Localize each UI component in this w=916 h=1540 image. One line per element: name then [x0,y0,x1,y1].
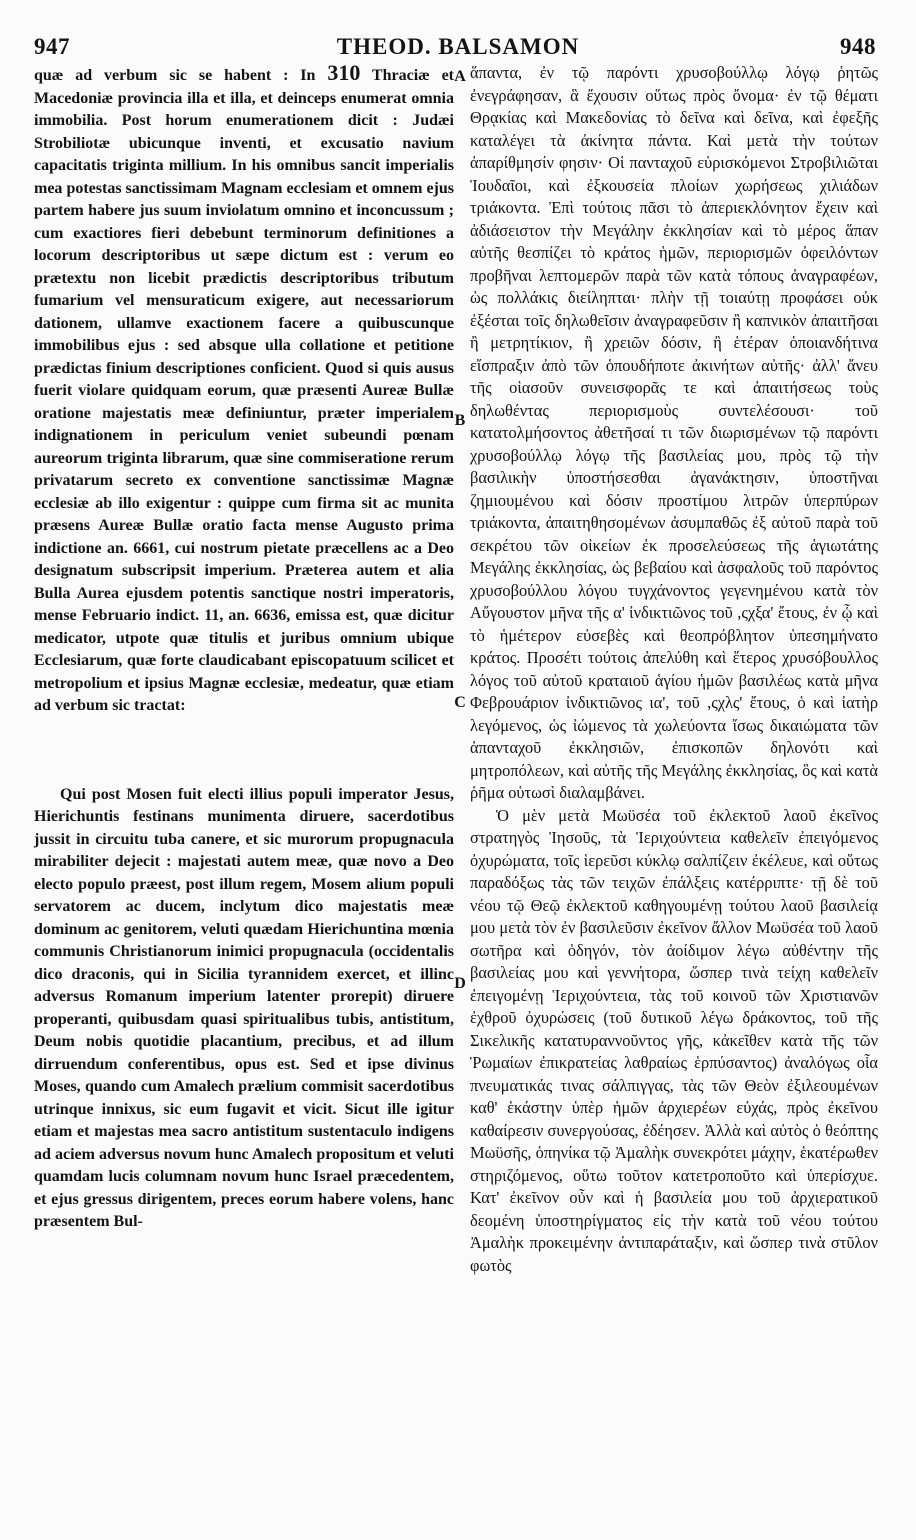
page-header [0,0,916,60]
latin-paragraph-1 [34,62,454,718]
running-title: THEOD. BALSAMON [336,34,580,59]
latin-paragraph-2: Qui post Mosen fuit electi illius populi imperator Jesus, Hierichuntis festinans munimenta diruere, sacerdotibus jussit in circuitu tuba canere, et sic murorum propugnacula mirabiliter dejecit : majestati autem meæ, quæ novo a Deo electo populo præest, post illum regem, Mosem alium populi servatorem ac ducem, inclytum dico majestatis meæ dominum ac genitorem, veluti quædam Hierichuntina mœnia communis Christianorum inimici propugnacula (occidentalis dico draconis, qui in Sicilia tyrannidem exercet, et illinc adversus Romanum imperium latenter prorepit) diruere properanti, quibusdam quasi spiritualibus tubis, antistitum, Deum nobis quotidie placantium, precibus, et ad illum dirruendum conferentibus, opus est. Sed et ipse divinus Moses, quando cum Amalech prælium commisit sacerdotibus utrinque innixus, sic eum fugavit et vicit. Sicut ille igitur etiam et majestas mea sacro antistitum sustentaculo indigens ad aciem adversus novum hunc Amalech propositum et veluti quamdam lucis columnam novum hunc Israel præcedentem, et ejus gressus dirigentem, preces eorum habere volens, hanc præsentem Bul- [34,785,454,1230]
page-number-right: 948 [840,34,876,59]
greek-column [470,62,878,1277]
section-gap [34,718,454,784]
margin-marker-d: D [454,975,466,992]
greek-paragraph-1: ἅπαντα, ἐν τῷ παρόντι χρυσοβούλλῳ λόγῳ ῥητῶς ἐνεγράφησαν, ἃ ἔχουσιν οὕτως πρὸς ὄνομα· ἐν τῷ θέματι Θρᾳκίας καὶ Μακεδονίας τὸ δεῖνα καὶ δεῖνα, καὶ ἐφεξῆς καταλέγει τὰ ἀκίνητα πάντα. Καὶ μετὰ τὴν τούτων ἀπαρίθμησίν φησιν· Οἱ πανταχοῦ εὑρισκόμενοι Στροβιλιῶται Ἰουδαῖοι, καὶ ἐξκουσεία πλοίων χωρήσεως χιλιάδων τριάκοντα. Ἐπὶ τούτοις πᾶσι τὸ ἀπεριεκλόνητον ἔχειν καὶ ἀδιάσειστον τὴν Μεγάλην ἐκκλησίαν καὶ τὸ μέρος ἅπαν αὐτῆς θεσπίζει τὸ κράτος ἡμῶν, περιορισμῶν ὀφειλόντων προβῆναι λεπτομερῶν παρὰ τῶν κατὰ τόπους ἀναγραφέων, ὡς πολλάκις διείληπται· πλὴν τῇ τοιαύτῃ προφάσει οὐκ ἐξέσται τοῖς δηλωθεῖσιν ἀναγραφεῦσιν ἢ καπνικὸν ἀπαιτῆσαι ἢ μετρητίκιον, ἢ χρειῶν δόσιν, ἢ ἑτέραν ὁποιανδήτινα εἴσπραξιν ἀπὸ τῶν ὁπουδήποτε ἀκινήτων αὐτῆς· ἀλλ' ἄνευ τῆς οἱασοῦν συνεισφορᾶς τε καὶ ἀπαιτήσεως τοὺς δηλωθέντας περιορισμοὺς συντελέσουσι· τοῦ κατατολμήσοντος ἀθετῆσαί τι τῶν διωρισμένων τῷ παρόντι χρυσοβούλλῳ λόγῳ τῆς βασιλείας μου, πρὸς τῷ τὴν βασιλικὴν ὑποστήσεσθαι ἀγανάκτησιν, ὑποστῆναι ζημιουμένου καὶ δόσιν προστίμου λιτρῶν ὑπερπύρων τριάκοντα, ἀπαιτηθησομένων ἀσυμπαθῶς ἐξ αὐτοῦ παρὰ τοῦ σεκρέτου τῶν οἰκείων ἐκ προσελεύσεως τῆς ἁγιωτάτης Μεγάλης ἐκκλησίας, ὡς βεβαίου καὶ ἀσφαλοῦς τοῦ παρόντος χρυσοβούλλου λόγου τυγχάνοντος γεγενημένου κατὰ τὸν Αὔγουστον μῆνα τῆς α' ἰνδικτιῶνος τοῦ ,ςχξα' ἔτους, ἐν ᾧ καὶ τὸ ἡμέτερον εὐσεβὲς καὶ θεοπρόβλητον ὑπεσημήνατο κράτος. Προσέτι τούτοις ἀπελύθη καὶ ἕτερος χρυσόβουλλος λόγος τοῦ αὐτοῦ κραταιοῦ ἁγίου ἡμῶν βασιλέως κατὰ μῆνα Φεβρουάριον ἰνδικτιῶνος ια', τοῦ ,ςχλς' ἔτους, ὁ καὶ ἰατὴρ λεγόμενος, ὡς ἰώμενος τὰ χωλεύοντα ἴσως δικαιώματα τῶν ἁπανταχοῦ ἐκκλησιῶν, ἐπισκοπῶν δηλονότι καὶ μητροπόλεων, καὶ αὐτῆς τῆς Μεγάλης ἐκκλησίας, ὃς καὶ κατὰ ῥῆμα οὑτωσὶ διαλαμβάνει. [470,63,878,802]
latin-paragraph-1-start: quæ ad verbum sic se habent : In [34,67,316,84]
greek-paragraph-2: Ὁ μὲν μετὰ Μωϋσέα τοῦ ἐκλεκτοῦ λαοῦ ἐκεῖνος στρατηγὸς Ἰησοῦς, τὰ Ἱεριχούντεια καθελεῖν ἐπειγόμενος ὀχυρώματα, τοῖς ἱερεῦσι κύκλῳ σαλπίζειν ἐκέλευε, καὶ οὕτως παραδόξως τὰς τῶν τειχῶν ἐπάλξεις κατέρριπτε· τῇ δὲ τοῦ νέου τῷ Θεῷ ἐκλεκτοῦ καθηγουμένῃ τούτου λαοῦ βασιλείᾳ μου μετὰ τὸν ἐν βασιλεῦσιν ἐκεῖνον ἄλλον Μωϋσέα τοῦ λαοῦ σωτῆρα καὶ ὁδηγόν, τὸν ἀοίδιμον λέγω αὐθέντην τῆς βασιλείας μου καὶ γεννήτορα, ὥσπερ τινὰ τείχη καθελεῖν ἐπειγομένῃ Ἱεριχούντεια, τὰς τοῦ κοινοῦ τῶν Χριστιανῶν ἐχθροῦ ὀχυρώσεις (τοῦ δυτικοῦ λέγω δράκοντος, τοῦ τῆς Σικελικῆς κατατυραννοῦντος γῆς, κἀκεῖθεν κατὰ τῆς τῶν Ῥωμαίων ἐπικρατείας λαθραίως ἑρπύσαντος) ἀναλόγως οἷα πνευματικάς τινας σάλπιγγας, τὰς τῶν Θεὸν ἐξιλεουμένων καθ' ἑκάστην ὑπὲρ ἡμῶν ἀρχιερέων εὐχάς, πρὸς ἐκεῖνου καθαίρεσιν συνεργούσας, ἐδέησεν. Ἀλλὰ καὶ αὐτὸς ὁ θεόπτης Μωϋσῆς, ὁπηνίκα τῷ Ἀμαλὴκ συνεκρότει μάχην, ἑκατέρωθεν στηριζόμενος, οὕτω τοῦτον κατετροποῦτο καὶ ὑπερίσχυε. Κατ' ἐκεῖνον οὖν καὶ ἡ βασιλεία μου τοῦ ἀρχιερατικοῦ δεομένη ὑποστηρίγματος εἰς τὴν κατὰ τοῦ νέου τούτου Ἀμαλὴκ προκειμένην ἀντιπαράταξιν, καὶ ὥσπερ τινὰ στῦλον φωτὸς [470,805,878,1275]
margin-marker-b: B [454,412,466,429]
margin-marker-c: C [454,694,466,711]
page-number-left: 947 [34,34,70,59]
margin-marker-a: A [454,68,466,85]
column-number: 310 [327,60,361,85]
latin-column [34,62,454,1234]
latin-paragraph-1-rest: Thraciæ et Macedoniæ provincia illa et illa, et deinceps enumerat omnia immobilia. Post horum enumerationem dicit : Judæi Strobiliotæ ubicunque inventi, et excusatio navium capacitatis triginta millium. In his omnibus sancit imperialis mea potestas sanctissimam Magnam ecclesiam et omnem ejus partem habere jus suum inviolatum omnino et inconcussum ; cum exactiores fieri debebunt terminorum definitiones a locorum descriptoribus ut sæpe dictum est : verum eo prætextu non licebit prædictis descriptoribus tributum fumarium vel mensuraticum exigere, aut necessariorum dationem, ullamve exactionem facere a quibuscunque immobilibus ejus : sed absque ulla collatione et petitione prædictas finium descriptiones conficient. Quod si quis ausus fuerit violare quidquam eorum, quæ præsenti Aureæ Bullæ oratione majestatis meæ definiuntur, præter imperialem indignationem in periculum veniet subeundi pœnam aureorum triginta librarum, quæ sine commiseratione rerum privatarum secreto ex conventione sanctissimæ Magnæ ecclesiæ ab illo exigentur : quippe cum firma sit ac munita præsens Aureæ Bullæ oratio facta mense Augusto prima indictione an. 6661, cui nostrum pietate præcellens ac a Deo designatum subscripsit imperium. Præterea autem et alia Bulla Aurea ejusdem potentis sanctique nostri imperatoris, mense Februario indict. 11, an. 6636, emissa est, quæ dicitur medicator, utpote quæ titulis et juribus omnium ubique Ecclesiarum, quæ forte claudicabant episcopatuum scilicet et metropolium et ipsius Magnæ ecclesiæ, medeatur, quæ etiam ad verbum sic tractat: [34,67,455,714]
